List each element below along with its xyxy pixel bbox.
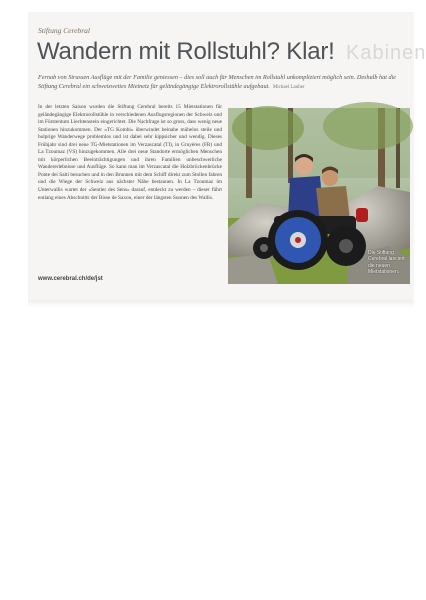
lead-text: Fernab von Strassen Ausflüge mit der Familie geniessen – dies soll auch für Menschen im Rollstuhl unkompliziert möglich sein. Deshalb hat die Stiftung Cerebral ein schweizweites Mietnetz für geländegängige Elektrorollstühle aufgebaut. (38, 74, 397, 90)
bleed-through-heading: Kabinen (346, 42, 426, 64)
page-edge-shadow (28, 300, 414, 308)
section-label: Stiftung Cerebral (38, 26, 91, 35)
photo-caption: Die Stiftung Cerebral lanciert die neuen Mietstationen. (368, 250, 405, 275)
author-byline: Michael Lauber (272, 84, 305, 90)
article-link[interactable]: www.cerebral.ch/de/jst (38, 276, 103, 282)
lead-paragraph (38, 74, 410, 92)
article-clipping (28, 12, 426, 308)
body-text: In der letzten Saison wurden die Stiftung Cerebral bereits 15 Mietstationen für geländegängige Elektrorollstühle in verschiedenen Ausflugsregionen der Schweiz und im Fürstentum Liechtenstein eingerichtet. Die Nachfrage ist so gross, dass wenig neue Stationen hinzukommen. Der «TG Kombi» überwindet beinahe mühelos steile und holprige Wanderwege problemlos und ist dabei sehr kippsicher und wendig. Dieses Frühjahr sind drei neue TG-Mietstationen im Verzascatal (TI), in Gruyères (FR) und La Tzoumaz (VS) hinzugekommen. Alle drei neue Standorte ermöglichen Menschen mit körperlichen Beeinträchtigungen und ihren Familien unbeschwerliche Wandererlebnisse und Ausflüge. So kann man im Verzascatal die Holzbrückenbrücke Ponte dei Salti besuchen und in den Brunnen mit dem Schiff direkt zum Stollen fahren und die Wiege der Schweiz aus nächster Nähe bestaunen. In La Tzoumaz im Unterwallis wartet der «Sentier des Sens» darauf, entdeckt zu werden – dieser führt entlang eines Abschnitts der Bisse de Saxon, einer der längsten Suonen des Wallis. (38, 104, 222, 201)
article-title: Wandern mit Rollstuhl? Klar! (37, 38, 335, 65)
